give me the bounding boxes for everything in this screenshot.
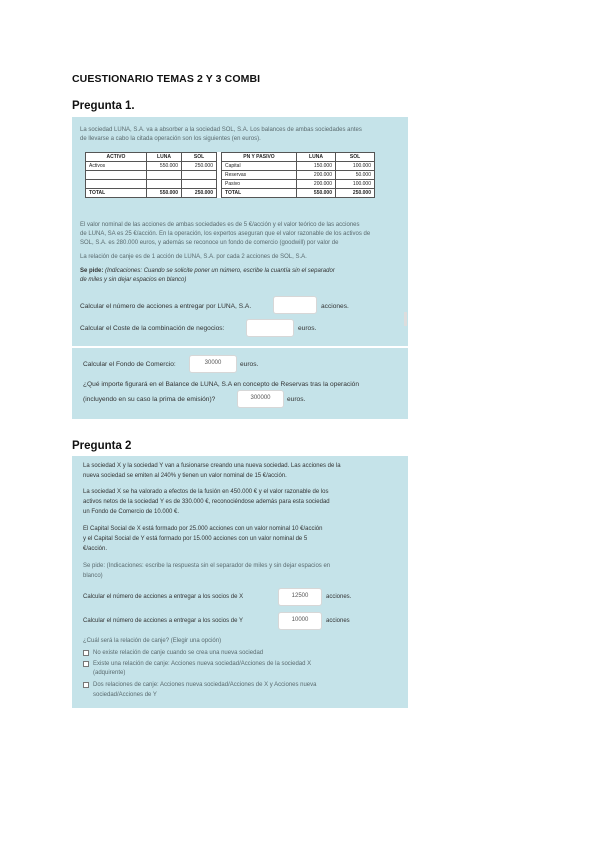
coste-combinacion-input[interactable] [246, 319, 294, 337]
table-row [86, 180, 375, 189]
question-1-title: Pregunta 1. [72, 100, 135, 112]
table-cell: 550.000 [147, 189, 182, 198]
q1-item-1-unit: acciones. [321, 303, 349, 310]
q1-body-line-1: El valor nominal de las acciones de ambas sociedades es de 5 €/acción y el valor teórico de las acciones [80, 222, 360, 228]
q1-intro-line-1: La sociedad LUNA, S.A. va a absorber a la sociedad SOL, S.A. Los balances de ambas sociedades antes [80, 127, 362, 133]
q2-para1-line-1: La sociedad X y la sociedad Y van a fusionarse creando una nueva sociedad. Las acciones de la [83, 463, 341, 469]
question-1-panel-continued [72, 348, 408, 419]
q1-item-2-unit: euros. [298, 325, 317, 332]
scrollbar-thumb[interactable] [404, 312, 407, 326]
se-pide-instructions: (Indicaciones: Cuando se solicite poner un número, escribe la cuantía sin el separador [105, 268, 335, 274]
q2-para2-line-1: La sociedad X se ha valorado a efectos de la fusión en 450.000 € y el valor razonable de los [83, 489, 329, 495]
q1-reserves-question: ¿Qué importe figurará en el Balance de LUNA, S.A en concepto de Reservas tras la operación [83, 381, 359, 388]
q2-choice-question: ¿Cuál será la relación de canje? (Elegir una opción) [83, 638, 222, 644]
q2-para2-line-3: un Fondo de Comercio de 10.000 €. [83, 509, 180, 515]
q2-item-1-label: Calcular el número de acciones a entregar a los socios de X [83, 594, 244, 600]
table-header: SOL [182, 153, 217, 162]
table-cell: 550.000 [147, 162, 182, 171]
table-cell [86, 171, 147, 180]
question-2-title: Pregunta 2 [72, 440, 132, 452]
table-cell [182, 171, 217, 180]
option-1-checkbox[interactable] [83, 650, 89, 656]
table-cell: 100.000 [336, 162, 375, 171]
table-cell: 200.000 [297, 171, 336, 180]
table-cell: 250.000 [182, 162, 217, 171]
fondo-comercio-input[interactable]: 30000 [189, 355, 237, 373]
table-header: PN Y PASIVO [222, 153, 297, 162]
table-cell: 100.000 [336, 180, 375, 189]
question-1-panel [72, 117, 408, 346]
option-2-label: Existe una relación de canje: Acciones nueva sociedad/Acciones de la sociedad X [93, 661, 312, 667]
table-cell: 250.000 [182, 189, 217, 198]
option-3-label-cont: sociedad/Acciones de Y [93, 692, 157, 698]
table-header: LUNA [297, 153, 336, 162]
table-cell: Activos [86, 162, 147, 171]
q2-para1-line-2: nueva sociedad se emiten al 240% y tienen un valor nominal de 15 €/acción. [83, 473, 287, 479]
option-1-label: No existe relación de canje cuando se crea una nueva sociedad [93, 650, 264, 656]
q2-para3-line-2: y el Capital Social de Y está formado por 15.000 acciones con un valor nominal de 5 [83, 536, 308, 542]
q1-item-3-label: Calcular el Fondo de Comercio: [83, 361, 176, 368]
q1-note: La relación de canje es de 1 acción de LUNA, S.A. por cada 2 acciones de SOL, S.A. [80, 254, 307, 260]
se-pide-label: Se pide: [80, 268, 104, 274]
table-cell: 200.000 [297, 180, 336, 189]
q1-body-line-2: de LUNA, SA es 25 €/acción. En la operación, los expertos aseguran que el valor razonable de los activos de [80, 231, 371, 237]
balance-table [85, 152, 375, 198]
table-total-row [86, 189, 375, 198]
table-header: ACTIVO [86, 153, 147, 162]
table-cell: 550.000 [297, 189, 336, 198]
table-cell [147, 180, 182, 189]
reservas-input[interactable]: 300000 [237, 390, 284, 408]
table-cell [182, 180, 217, 189]
q2-para4-line-1: Se pide: (Indicaciones: escribe la respuesta sin el separador de miles y sin dejar espacios en [83, 563, 331, 569]
table-cell: 250.000 [336, 189, 375, 198]
option-3-checkbox[interactable] [83, 682, 89, 688]
table-cell: 150.000 [297, 162, 336, 171]
table-row [86, 171, 375, 180]
table-cell: 50.000 [336, 171, 375, 180]
table-row [86, 162, 375, 171]
q2-item-2-unit: acciones [326, 618, 350, 624]
document-title: CUESTIONARIO TEMAS 2 Y 3 COMBI [72, 73, 261, 85]
q1-reserves-question-2: (incluyendo en su caso la prima de emisión)? [83, 396, 216, 403]
q2-para4-line-2: blanco) [83, 573, 103, 579]
q2-item-2-label: Calcular el número de acciones a entregar a los socios de Y [83, 618, 243, 624]
q1-item-1-label: Calcular el número de acciones a entregar por LUNA, S.A. [80, 303, 252, 310]
table-cell [86, 180, 147, 189]
table-cell: Capital [222, 162, 297, 171]
table-cell: Reservas [222, 171, 297, 180]
table-header-row [86, 153, 375, 162]
q1-body-line-3: SOL, S.A. es 280.000 euros, y además se reconoce un fondo de comercio (goodwill) por valor de [80, 240, 339, 246]
q1-se-pide [80, 267, 335, 276]
q1-se-pide-2: de miles y sin dejar espacios en blanco) [80, 277, 187, 283]
acciones-x-input[interactable]: 12500 [278, 588, 322, 606]
option-3-label: Dos relaciones de canje: Acciones nueva sociedad/Acciones de X y Acciones nueva [93, 682, 317, 688]
q2-para3-line-3: €/acción. [83, 546, 108, 552]
table-header: SOL [336, 153, 375, 162]
table-cell: TOTAL [222, 189, 297, 198]
q1-item-2-label: Calcular el Coste de la combinación de negocios: [80, 325, 225, 332]
q1-item-3-unit: euros. [240, 361, 259, 368]
q1-reserves-unit: euros. [287, 396, 306, 403]
question-2-panel [72, 456, 408, 708]
table-cell: Pasivo [222, 180, 297, 189]
q1-intro-line-2: de llevarse a cabo la citada operación son los siguientes (en euros). [80, 136, 261, 142]
table-cell: TOTAL [86, 189, 147, 198]
acciones-y-input[interactable]: 10000 [278, 612, 322, 630]
table-header: LUNA [147, 153, 182, 162]
option-2-checkbox[interactable] [83, 661, 89, 667]
option-2-label-cont: (adquirente) [93, 670, 126, 676]
q2-para2-line-2: activos netos de la sociedad Y es de 330.000 €, reconociéndose además para esta sociedad [83, 499, 330, 505]
q2-item-1-unit: acciones. [326, 594, 352, 600]
table-cell [147, 171, 182, 180]
q2-para3-line-1: El Capital Social de X está formado por 25.000 acciones con un valor nominal 10 €/acción [83, 526, 323, 532]
acciones-luna-input[interactable] [273, 296, 317, 314]
